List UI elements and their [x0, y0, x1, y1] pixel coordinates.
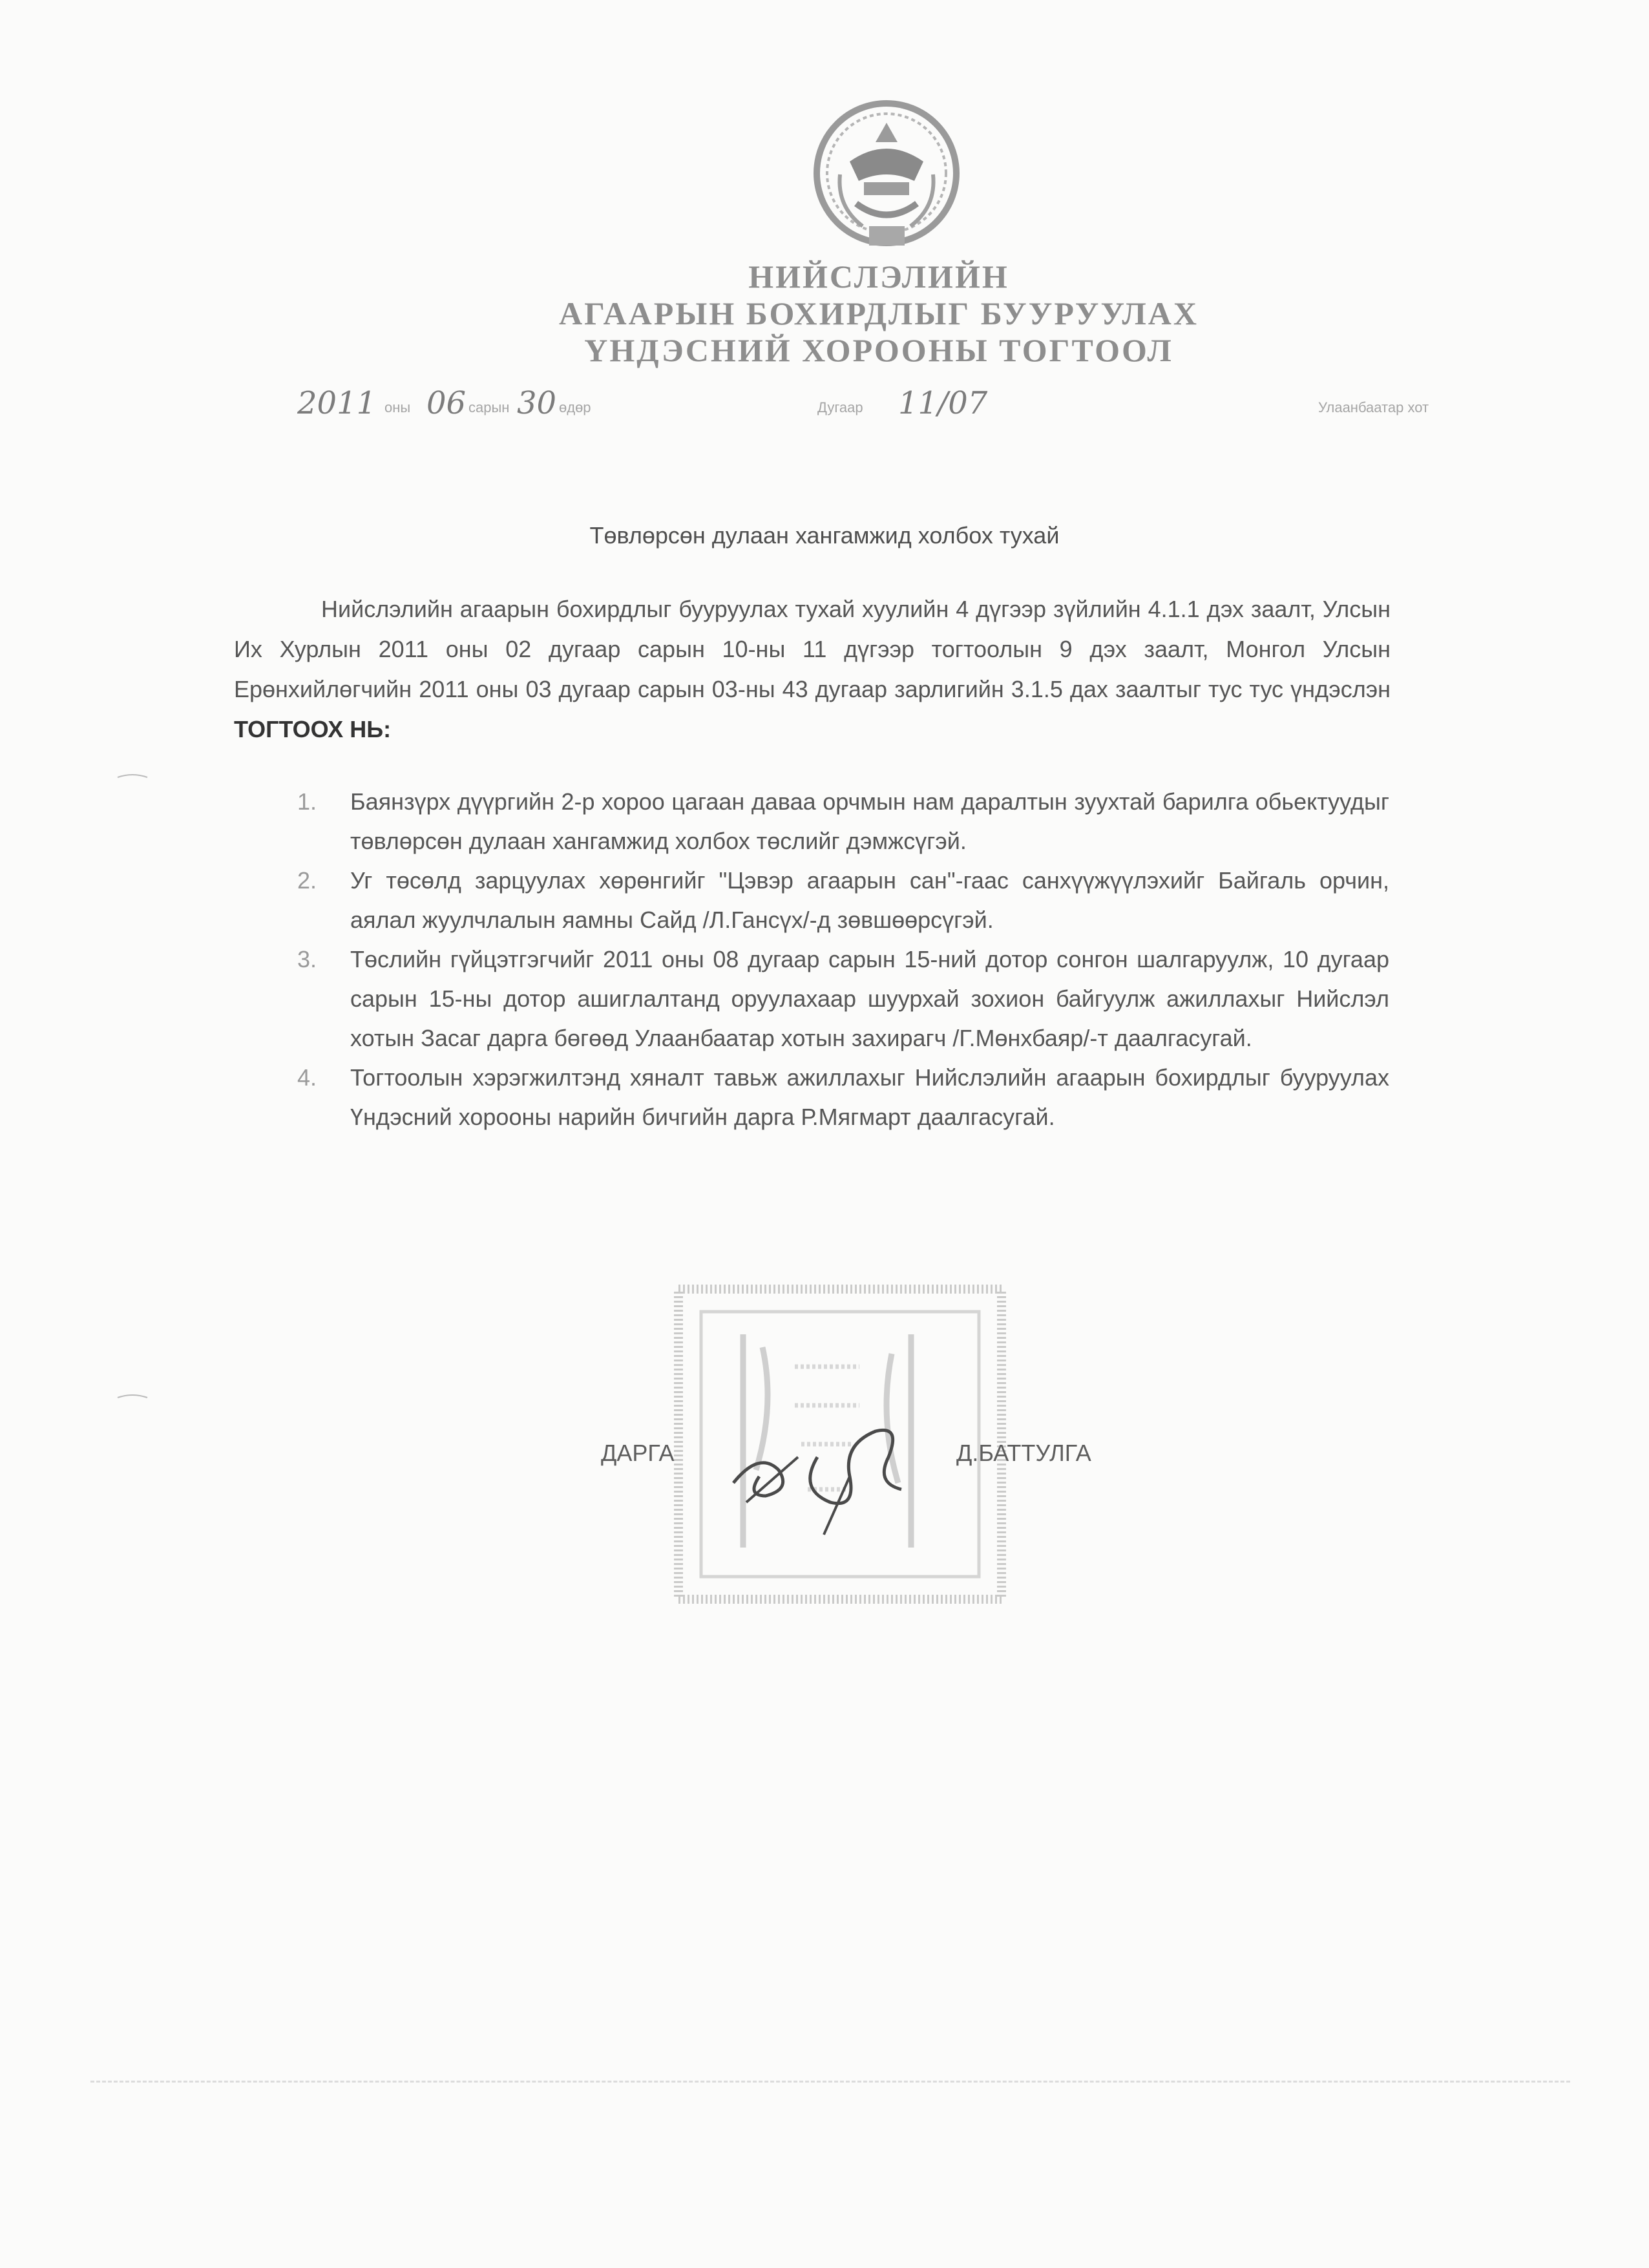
- intro-text: Нийслэлийн агаарын бохирдлыг бууруулах тухай хуулийн 4 дүгээр зүйлийн 4.1.1 дэх заалт, Улсын Их Хурлын 2011 оны 02 дугаар сарын 10-ны 11 дүгээр тогтоолын 9 дэх заалт, Монгол Улсын Ерөнхийлөгчийн 2011 оны 03 дугаар сарын 03-ны 43 дугаар зарлигийн 3.1.5 дах заалтыг тус тус үндэслэн: [234, 596, 1391, 702]
- date-day: 30: [517, 385, 557, 421]
- list-item-number: 4.: [297, 1064, 317, 1091]
- list-item: [297, 782, 1389, 861]
- scan-speck-icon: [116, 1392, 149, 1399]
- resolution-list: [297, 782, 1389, 1137]
- header-line-3: ҮНДЭСНИЙ ХОРООНЫ ТОГТООЛ: [584, 332, 1173, 368]
- list-item-text: Тогтоолын хэрэгжилтэнд хяналт тавьж ажиллахыг Нийслэлийн агаарын бохирдлыг бууруулах Үндэсний хорооны нарийн бичгийн дарга Р.Мягмарт даалгасугай.: [350, 1064, 1389, 1130]
- header-line-2: АГААРЫН БОХИРДЛЫГ БУУРУУЛАХ: [559, 295, 1199, 331]
- date-month: 06: [426, 385, 467, 421]
- date-day-label: өдөр: [559, 399, 591, 415]
- signatory-position: ДАРГА: [601, 1440, 675, 1466]
- date-year: 2011: [297, 385, 377, 421]
- document-title: Төвлөрсөн дулаан хангамжид холбох тухай: [589, 522, 1060, 549]
- document-number: 11/07: [898, 385, 988, 421]
- document-meta-row: [284, 385, 1473, 438]
- list-item-text: Баянзүрх дүүргийн 2-р хороо цагаан даваа орчмын нам даралтын зуухтай барилга обьектуудыг төвлөрсөн дулаан хангамжид холбох төслийг дэмжсүгэй.: [350, 788, 1389, 854]
- signatory-name: Д.БАТТУЛГА: [956, 1440, 1091, 1466]
- list-item: [297, 1058, 1389, 1137]
- intro-paragraph: [234, 589, 1391, 750]
- list-item-number: 1.: [297, 788, 317, 815]
- page-divider: [90, 2081, 1570, 2083]
- list-item-text: Уг төсөлд зарцуулах хөрөнгийг "Цэвэр агаарын сан"-гаас санхүүжүүлэхийг Байгаль орчин, аялал жуулчлалын яамны Сайд /Л.Гансүх/-д зөвшөөрсүгэй.: [350, 867, 1389, 933]
- scan-speck-icon: [116, 772, 149, 779]
- state-emblem-icon: [804, 97, 969, 258]
- document-header: [452, 258, 1305, 369]
- list-item-text: Төслийн гүйцэтгэгчийг 2011 оны 08 дугаар сарын 15-ний дотор сонгон шалгаруулж, 10 дугаар сарын 15-ны дотор ашиглалтанд оруулахаар шуурхай зохион байгуулж ажиллахыг Нийслэл хотын Засаг дарга бөгөөд Улаанбаатар хотын захирагч /Г.Мөнхбаяр/-т даалгасугай.: [350, 946, 1389, 1051]
- date-month-label: сарын: [468, 399, 510, 415]
- list-item: [297, 861, 1389, 940]
- handwritten-signature-icon: [720, 1405, 934, 1541]
- header-line-1: НИЙСЛЭЛИЙН: [748, 258, 1009, 295]
- city-label: Улаанбаатар хот: [1318, 399, 1429, 415]
- list-item-number: 3.: [297, 946, 317, 972]
- date-year-label: оны: [384, 399, 411, 415]
- number-label: Дугаар: [817, 399, 863, 415]
- list-item-number: 2.: [297, 867, 317, 894]
- resolve-heading: ТОГТООХ НЬ:: [234, 716, 392, 742]
- list-item: [297, 940, 1389, 1058]
